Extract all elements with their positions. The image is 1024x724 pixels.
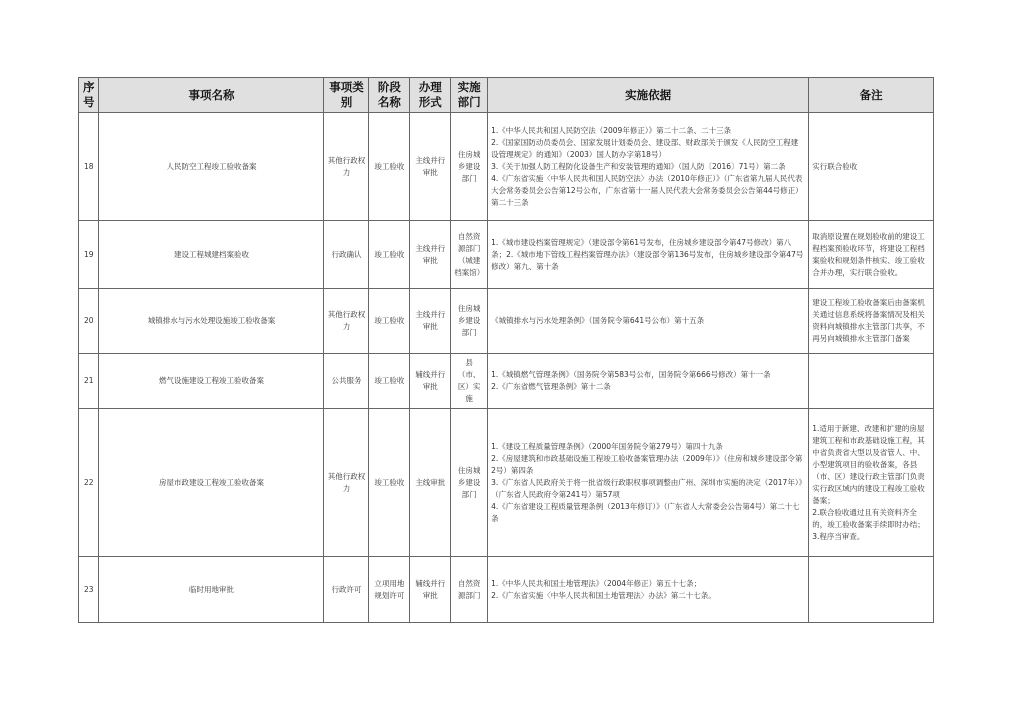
col-header-basis: 实施依据	[488, 78, 809, 113]
cell-basis	[488, 354, 809, 409]
cell-department: 住房城乡建设部门	[451, 113, 488, 221]
basis-line: 2.《广东省燃气管理条例》第十二条	[491, 382, 611, 391]
cell-seq: 19	[79, 221, 99, 289]
cell-handling: 主线并行审批	[410, 289, 451, 354]
cell-basis	[488, 557, 809, 623]
cell-seq: 21	[79, 354, 99, 409]
basis-line: 《城镇排水与污水处理条例》（国务院令第641号公布）第十五条	[491, 316, 705, 325]
cell-handling: 主线并行审批	[410, 113, 451, 221]
cell-item-name: 临时用地审批	[99, 557, 324, 623]
cell-handling: 主线审批	[410, 409, 451, 557]
table-row	[79, 289, 934, 354]
cell-stage: 竣工验收	[369, 409, 410, 557]
table-row	[79, 409, 934, 557]
table-body	[79, 113, 934, 623]
cell-stage: 立项用地规划许可	[369, 557, 410, 623]
col-header-seq: 序号	[79, 78, 99, 113]
note-line: 实行联合验收	[812, 161, 858, 171]
cell-handling: 辅线并行审批	[410, 557, 451, 623]
cell-department: 住房城乡建设部门	[451, 289, 488, 354]
cell-item-name: 人民防空工程竣工验收备案	[99, 113, 324, 221]
table-row	[79, 113, 934, 221]
cell-category: 其他行政权力	[324, 289, 369, 354]
col-header-department: 实施部门	[451, 78, 488, 113]
cell-department: 自然资源部门（城建档案馆）	[451, 221, 488, 289]
cell-notes	[809, 409, 934, 557]
col-header-stage: 阶段名称	[369, 78, 410, 113]
cell-basis	[488, 113, 809, 221]
basis-line: 1.《中华人民共和国土地管理法》（2004年修正）第五十七条；	[491, 578, 702, 588]
table-row	[79, 354, 934, 409]
cell-category: 行政许可	[324, 557, 369, 623]
note-line: 取消原设置在规划验收前的建设工程档案预验收环节，将建设工程档案验收和规划条件核实、竣工验收合并办理，实行联合验收。	[812, 231, 925, 277]
note-line: 2.联合验收通过且有关资料齐全的，竣工验收备案手续即时办结；	[812, 507, 925, 529]
col-header-item-name: 事项名称	[99, 78, 324, 113]
basis-line: 1.《城镇燃气管理条例》（国务院令第583号公布，国务院令第666号修改）第十一条	[491, 370, 771, 379]
cell-basis	[488, 289, 809, 354]
cell-department: 县（市、区）实施	[451, 354, 488, 409]
note-line: 1.适用于新建、改建和扩建的房屋建筑工程和市政基础设施工程，其中省负责省大型以及省管人、中、小型建筑项目的验收备案，各县（市、区）建设行政主管部门负责实行政区域内的建设工程竣工验收备案；	[812, 423, 925, 505]
header-row	[79, 78, 934, 113]
cell-notes	[809, 354, 934, 409]
cell-stage: 竣工验收	[369, 113, 410, 221]
basis-line: 2.《广东省实施〈中华人民共和国土地管理法〉办法》第二十七条。	[491, 590, 716, 600]
basis-line: 1.《中华人民共和国人民防空法（2009年修正）》第二十二条、二十三条	[491, 125, 732, 135]
basis-line: 3.《关于加强人防工程防化设备生产和安装管理的通知》（国人防〔2016〕71号）第二条	[491, 161, 786, 171]
cell-stage: 竣工验收	[369, 354, 410, 409]
col-header-handling: 办理形式	[410, 78, 451, 113]
cell-category: 公共服务	[324, 354, 369, 409]
basis-line: 3.《广东省人民政府关于将一批省级行政职权事项调整由广州、深圳市实施的决定（2017年）》（广东省人民政府令第241号）第57项	[491, 477, 803, 499]
cell-basis	[488, 409, 809, 557]
cell-category: 行政确认	[324, 221, 369, 289]
cell-notes	[809, 557, 934, 623]
cell-department: 住房城乡建设部门	[451, 409, 488, 557]
col-header-notes: 备注	[809, 78, 934, 113]
cell-stage: 竣工验收	[369, 221, 410, 289]
col-header-category: 事项类别	[324, 78, 369, 113]
cell-seq: 23	[79, 557, 99, 623]
cell-department: 自然资源部门	[451, 557, 488, 623]
cell-seq: 18	[79, 113, 99, 221]
basis-line: 2.《房屋建筑和市政基础设施工程竣工验收备案管理办法（2009年）》（住房和城乡建设部令第2号）第四条	[491, 453, 803, 475]
cell-seq: 20	[79, 289, 99, 354]
cell-seq: 22	[79, 409, 99, 557]
basis-line: 2.《国家国防动员委员会、国家发展计划委员会、建设部、财政部关于颁发《人民防空工程建设管理规定》的通知》（2003）国人防办字第18号）	[491, 137, 799, 159]
basis-line: 4.《广东省实施〈中华人民共和国人民防空法〉办法（2010年修正）》（广东省第九届人民代表大会常务委员会公告第12号公布，广东省第十一届人民代表大会常务委员会公告第44号修正）第二十三条	[491, 173, 803, 207]
cell-notes	[809, 289, 934, 354]
cell-handling: 辅线并行审批	[410, 354, 451, 409]
cell-notes	[809, 221, 934, 289]
approval-items-table	[78, 77, 934, 623]
cell-handling: 主线并行审批	[410, 221, 451, 289]
table-row	[79, 557, 934, 623]
cell-item-name: 建设工程城建档案验收	[99, 221, 324, 289]
note-line: 建设工程竣工验收备案后由备案机关通过信息系统将备案情况及相关资料向城镇排水主管部门共享，不再另向城镇排水主管部门备案	[812, 298, 925, 343]
cell-basis	[488, 221, 809, 289]
cell-notes	[809, 113, 934, 221]
cell-item-name: 城镇排水与污水处理设施竣工验收备案	[99, 289, 324, 354]
cell-category: 其他行政权力	[324, 409, 369, 557]
note-line: 3.程序当审查。	[812, 531, 865, 541]
table-row	[79, 221, 934, 289]
cell-category: 其他行政权力	[324, 113, 369, 221]
basis-line: 4.《广东省建设工程质量管理条例（2013年修订）》（广东省人大常委会公告第4号）第二十七条	[491, 501, 800, 523]
basis-line: 1.《城市建设档案管理规定》（建设部令第61号发布，住房城乡建设部令第47号修改）第八条；2.《城市地下管线工程档案管理办法》（建设部令第136号发布，住房城乡建设部令第47号修改）第九、第十条	[491, 237, 804, 271]
cell-item-name: 燃气设施建设工程竣工验收备案	[99, 354, 324, 409]
cell-stage: 竣工验收	[369, 289, 410, 354]
basis-line: 1.《建设工程质量管理条例》（2000年国务院令第279号）第四十九条	[491, 441, 723, 451]
cell-item-name: 房屋市政建设工程竣工验收备案	[99, 409, 324, 557]
